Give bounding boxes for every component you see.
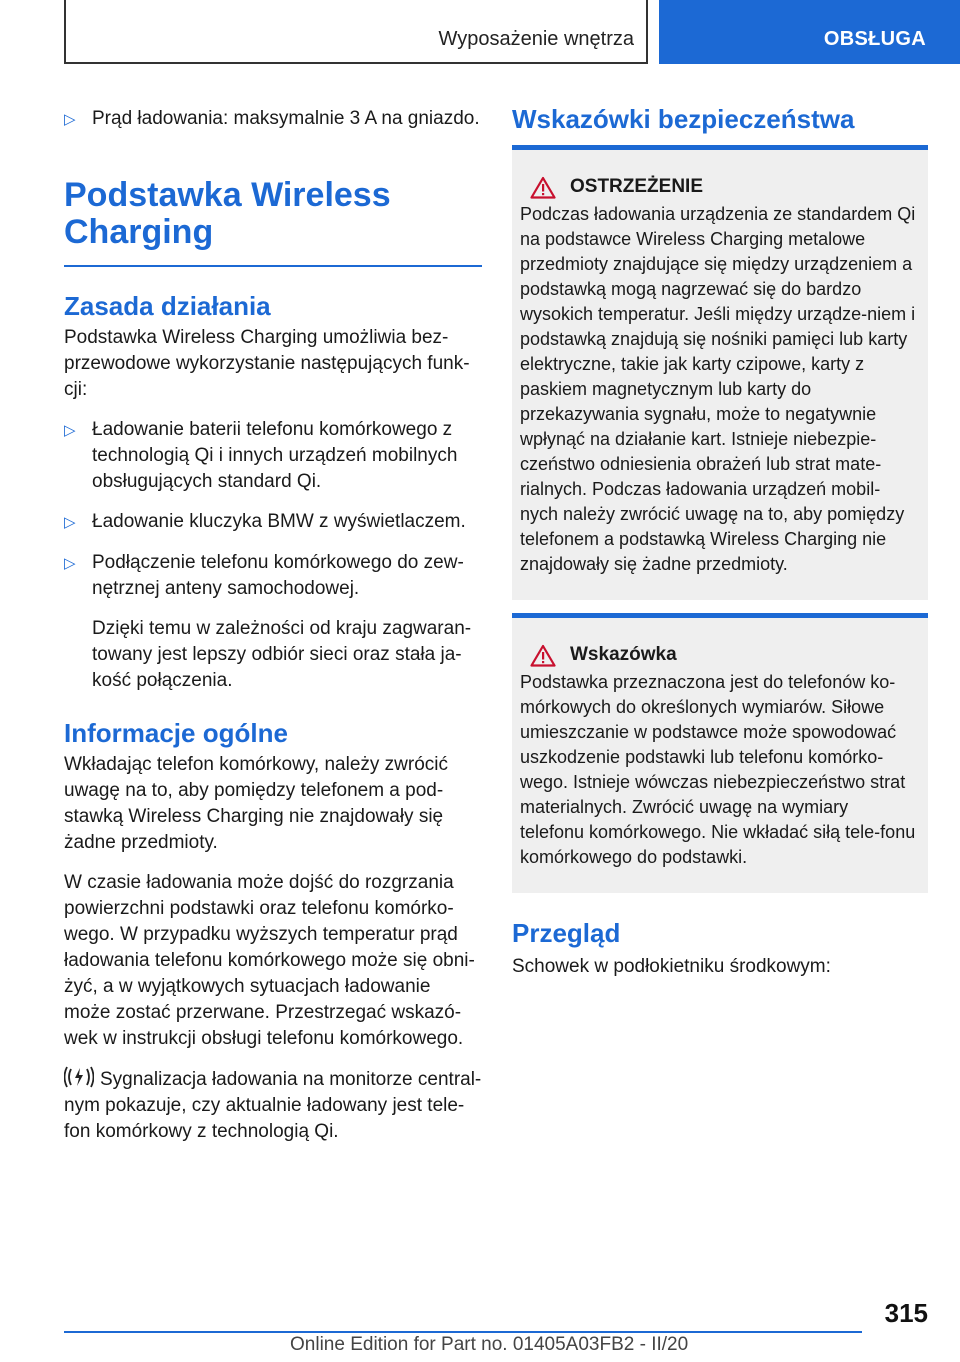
paragraph: Wkładając telefon komórkowy, należy zwrócić uwagę na to, aby pomiędzy telefonem a pod-stawką Wireless Charging nie znajdowały się żadne przedmioty. bbox=[64, 754, 449, 853]
warning-triangle-icon bbox=[530, 644, 556, 667]
footer-rule bbox=[64, 1331, 862, 1333]
footer-edition: Online Edition for Part no. 01405A03FB2 - II/20 bbox=[290, 1334, 689, 1355]
list-item bbox=[64, 106, 482, 133]
header-frame bbox=[64, 0, 648, 64]
list-item bbox=[64, 509, 482, 536]
warning-header bbox=[520, 174, 916, 200]
left-column bbox=[64, 100, 482, 1145]
triangle-bullet-icon: ▷ bbox=[64, 555, 76, 572]
warning-box bbox=[512, 145, 928, 600]
warning-triangle-icon bbox=[530, 176, 556, 199]
page-number: 315 bbox=[884, 1298, 928, 1328]
list-item-text: Ładowanie baterii telefonu komórkowego z technologią Qi i innych urządzeń mobilnych obsługujących standard Qi. bbox=[92, 419, 458, 492]
list-sub-paragraph: Dzięki temu w zależności od kraju zagwaran-towany jest lepszy odbiór sieci oraz stała ja-kość połączenia. bbox=[92, 618, 472, 691]
triangle-bullet-icon: ▷ bbox=[64, 514, 76, 531]
note-text: Podstawka przeznaczona jest do telefonów ko-mórkowych do określonych wymiarów. Siłowe umieszczanie w podstawce może spowodować uszkodzenie podstawki lub telefonu komórko-wego. Istnieje wówczas niebezpieczeństwo strat materialnych. Zwrócić uwagę na wymiary telefonu komórkowego. Nie wkładać siłą tele-fonu komórkowego do podstawki. bbox=[520, 672, 916, 867]
overview-title: Przegląd bbox=[512, 918, 621, 948]
subsection-title-info: Informacje ogólne bbox=[64, 718, 288, 748]
list-item-text: Ładowanie kluczyka BMW z wyświetlaczem. bbox=[92, 511, 466, 532]
paragraph bbox=[64, 1066, 482, 1145]
subsection-title-zasada: Zasada działania bbox=[64, 291, 271, 321]
triangle-bullet-icon: ▷ bbox=[64, 422, 76, 439]
section-tab-label: OBSŁUGA bbox=[823, 28, 926, 50]
wireless-charging-icon bbox=[64, 1066, 94, 1088]
section-tab[interactable] bbox=[659, 0, 960, 64]
warning-text: Podczas ładowania urządzenia ze standardem Qi na podstawce Wireless Charging metalowe przedmioty znajdujące się między urządzeniem a podstawką mogą nagrzewać się do bardzo wysokich temperatur. Jeśli między urządze-niem i podstawką znajdują się nośniki pamięci lub karty elektryczne, takie jak karty czipowe, karty z paskiem magnetycznym lub karty do przekazywania sygnału, może to negatywnie wpłynąć na działanie kart. Istnieje niebezpie-czeństwo odniesienia obrażeń lub strat mate-rialnych. Podczas ładowania urządzeń mobil-nych należy zwrócić uwagę na to, aby pomiędzy telefonem a podstawką Wireless Charging nie znajdowały się żadne przedmioty. bbox=[520, 204, 916, 574]
paragraph-text: Sygnalizacja ładowania na monitorze central-nym pokazuje, czy aktualnie ładowany jest tele-fon komórkowy z technologią Qi. bbox=[64, 1069, 482, 1142]
safety-title: Wskazówki bezpieczeństwa bbox=[512, 104, 855, 134]
right-column bbox=[512, 100, 928, 134]
paragraph: W czasie ładowania może dojść do rozgrzania powierzchni podstawki oraz telefonu komórko-wego. W przypadku wyższych temperatur prąd ładowania telefonu komórkowego może się obni-żyć, a w wyjątkowych sytuacjach ładowanie może zostać przerwane. Przestrzegać wskazó-wek w instrukcji obsługi telefonu komórkowego. bbox=[64, 872, 475, 1049]
warning-label: OSTRZEŻENIE bbox=[570, 176, 704, 197]
paragraph: Podstawka Wireless Charging umożliwia bez-przewodowe wykorzystanie następujących funk-cji: bbox=[64, 327, 470, 400]
section-title: Podstawka Wireless Charging bbox=[64, 176, 391, 251]
note-header bbox=[520, 642, 916, 668]
triangle-bullet-icon: ▷ bbox=[64, 111, 76, 128]
paragraph: Schowek w podłokietniku środkowym: bbox=[512, 956, 831, 977]
list-item-text: Prąd ładowania: maksymalnie 3 A na gniazdo. bbox=[92, 108, 480, 129]
note-label: Wskazówka bbox=[570, 644, 677, 665]
list-item-text: Podłączenie telefonu komórkowego do zew-nętrznej anteny samochodowej. bbox=[92, 552, 464, 599]
section-rule bbox=[64, 265, 482, 267]
header-title: Wyposażenie wnętrza bbox=[438, 28, 634, 50]
note-box bbox=[512, 613, 928, 893]
list-item bbox=[64, 417, 482, 495]
overview-section bbox=[512, 918, 928, 980]
list-item bbox=[64, 550, 482, 602]
